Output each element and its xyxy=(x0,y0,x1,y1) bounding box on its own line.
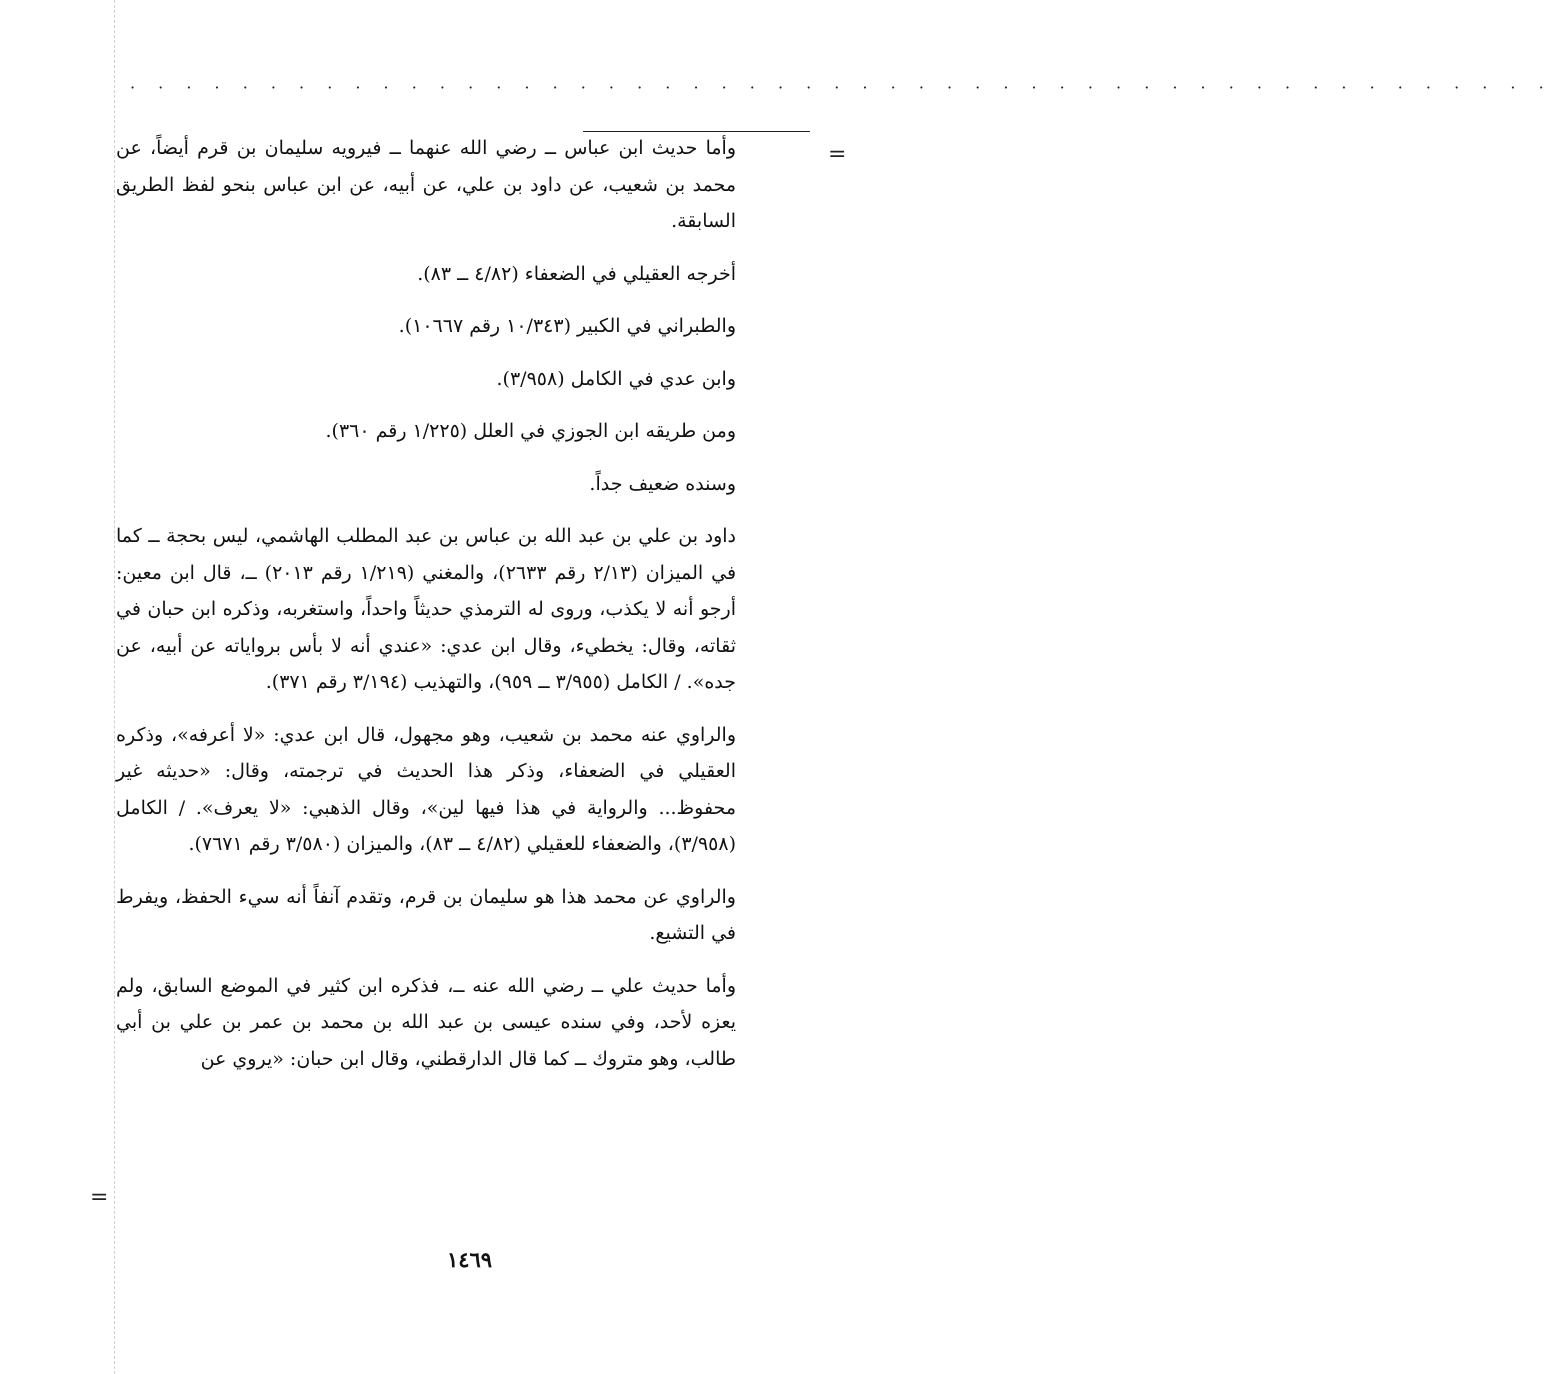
paragraph-ibn-adi-reference: وابن عدي في الكامل (٣/٩٥٨). xyxy=(496,367,736,390)
paragraph-ali-hadith: وأما حديث علي ــ رضي الله عنه ــ، فذكره ابن كثير في الموضع السابق، ولم يعزه لأحد، وفي سنده عيسى بن عبد الله بن محمد بن عمر بن علي بن أبي طالب، وهو متروك ــ كما قال الدارقطني، وقال ابن حبان: «يروي عن xyxy=(116,974,736,1070)
paragraph-muhammad-bin-shuayb: والراوي عنه محمد بن شعيب، وهو مجهول، قال ابن عدي: «لا أعرفه»، وذكره العقيلي في الضعفاء، وذكر هذا الحديث في ترجمته، وقال: «حديثه غير محفوظ... والرواية في هذا فيها لين»، وقال الذهبي: «لا يعرف». / الكامل (٣/٩٥٨)، والضعفاء للعقيلي (٤/٨٢ ــ ٨٣)، والميزان (٣/٥٨٠ رقم ٧٦٧١). xyxy=(116,723,736,855)
paragraph-uqayli-reference: أخرجه العقيلي في الضعفاء (٤/٨٢ ــ ٨٣). xyxy=(417,262,736,285)
paragraph-ibn-jawzi-reference: ومن طريقه ابن الجوزي في العلل (١/٢٢٥ رقم ٣٦٠). xyxy=(325,420,736,442)
page-number: ١٤٦٩ xyxy=(446,1247,493,1272)
paragraph-weak-chain: وسنده ضعيف جداً. xyxy=(589,472,736,495)
left-margin-guide xyxy=(114,0,115,1374)
continuation-marker-top: = xyxy=(828,142,847,167)
paragraph-ibn-abbas-hadith: وأما حديث ابن عباس ــ رضي الله عنهما ــ فيرويه سليمان بن قرم أيضاً، عن محمد بن شعيب، عن داود بن علي، عن أبيه، عن ابن عباس بنحو لفظ الطريق السابقة. xyxy=(116,137,736,232)
paragraph-tabarani-reference: والطبراني في الكبير (١٠/٣٤٣ رقم ١٠٦٦٧). xyxy=(398,315,736,337)
header-dotted-line: · · · · · · · · · · · · · · · · · · · · · · · · · · · · · · · · · · · · · · · · · · · · · · · · · · · xyxy=(130,78,1553,97)
paragraph-dawud-bin-ali: داود بن علي بن عبد الله بن عباس بن عبد المطلب الهاشمي، ليس بحجة ــ كما في الميزان (٢/١٣ رقم ٢٦٣٣)، والمغني (١/٢١٩ رقم ٢٠١٣) ــ، قال ابن معين: أرجو أنه لا يكذب، وروى له الترمذي حديثاً واحداً، واستغربه، وذكره ابن حبان في ثقاته، وقال: يخطيء، وقال ابن عدي: «عندي أنه لا بأس برواياته عن أبيه، عن جده». / الكامل (٣/٩٥٥ ــ ٩٥٩)، والتهذيب (٣/١٩٤ رقم ٣٧١). xyxy=(116,525,737,693)
paragraph-sulayman-bin-qarm: والراوي عن محمد هذا هو سليمان بن قرم، وتقدم آنفاً أنه سيء الحفظ، ويفرط في التشيع. xyxy=(116,885,736,944)
continuation-marker-bottom: = xyxy=(90,1185,109,1210)
footnote-body xyxy=(116,130,736,1077)
